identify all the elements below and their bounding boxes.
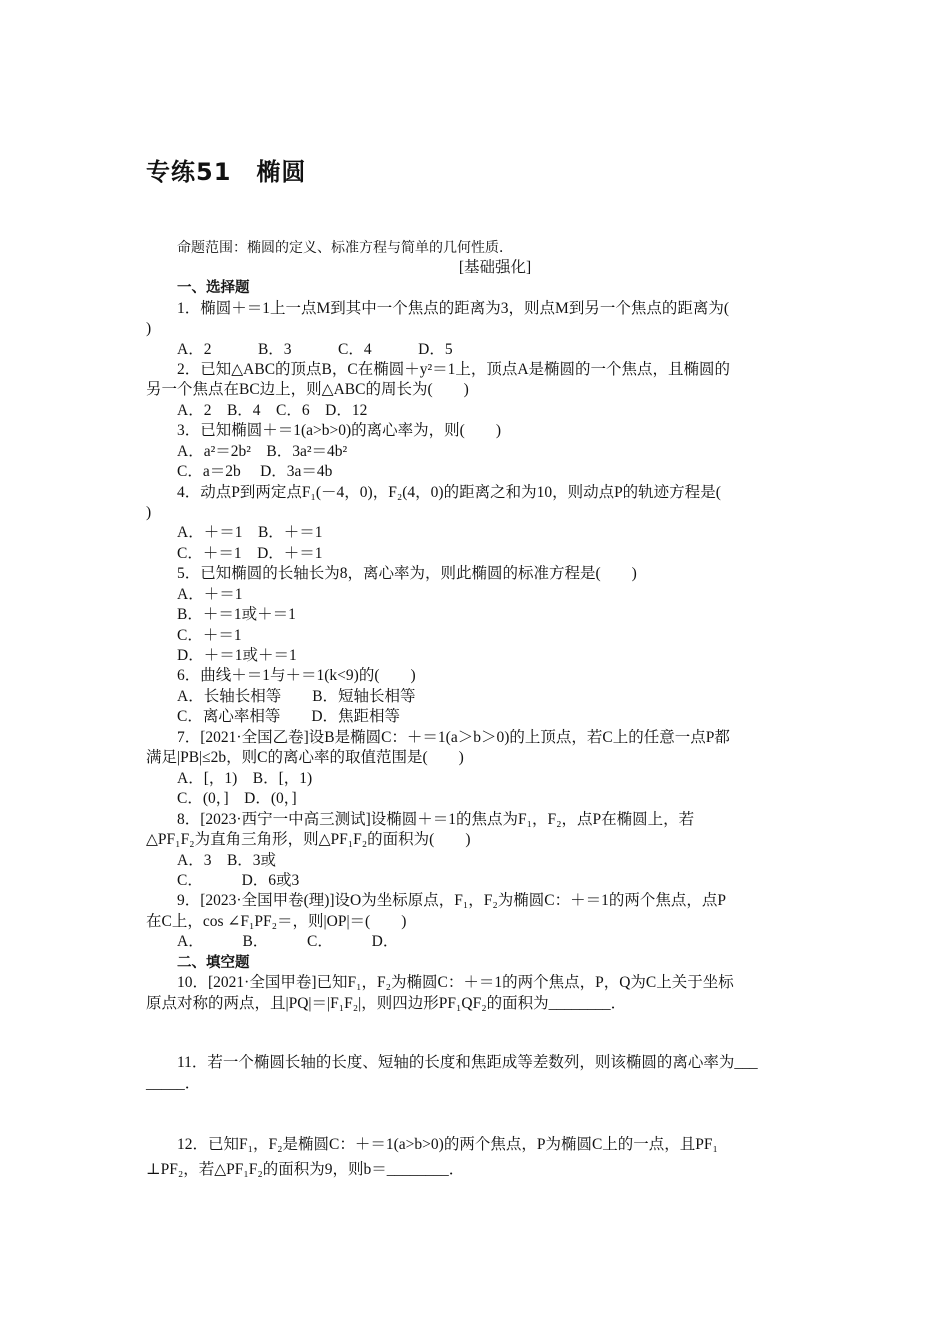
- option-line: B．＋＝1或＋＝1: [177, 606, 296, 623]
- question-line: ⊥PF₂，若△PF₁F₂的面积为9，则b＝________．: [146, 1161, 465, 1178]
- question-line: 11．若一个椭圆长轴的长度、短轴的长度和焦距成等差数列，则该椭圆的离心率为___: [177, 1054, 758, 1071]
- question-line: 另一个焦点在BC边上，则△ABC的周长为( ): [146, 381, 469, 398]
- question-line: 1．椭圆＋＝1上一点M到其中一个焦点的距离为3，则点M到另一个焦点的距离为(: [177, 300, 729, 317]
- question-line: 在C上，cos ∠F₁PF₂＝，则|OP|＝( ): [146, 913, 407, 930]
- option-line: A．a²＝2b² B．3a²＝4b²: [177, 443, 348, 460]
- option-line: A．＋＝1: [177, 586, 243, 603]
- question-line: 10．[2021·全国甲卷]已知F₁，F₂为椭圆C：＋＝1的两个焦点，P，Q为C上关于坐标: [177, 974, 734, 991]
- subtitle: [基础强化]: [458, 259, 532, 276]
- option-line: C．＋＝1: [177, 627, 242, 644]
- question-line: 3．已知椭圆＋＝1(a>b>0)的离心率为，则( ): [177, 422, 502, 439]
- option-line: D．＋＝1或＋＝1: [177, 647, 297, 664]
- option-line: C．离心率相等 D．焦距相等: [177, 708, 401, 725]
- question-line: 4．动点P到两定点F₁(－4，0)，F₂(4，0)的距离之和为10，则动点P的轨迹方程是(: [177, 484, 721, 501]
- question-line: 6．曲线＋＝1与＋＝1(k<9)的( ): [177, 667, 416, 684]
- question-line: △PF₁F₂为直角三角形，则△PF₁F₂的面积为( ): [146, 831, 471, 848]
- question-line: 2．已知△ABC的顶点B，C在椭圆＋y²＝1上，顶点A是椭圆的一个焦点，且椭圆的: [177, 361, 731, 378]
- option-line: A．＋＝1 B．＋＝1: [177, 524, 323, 541]
- question-line: 原点对称的两点，且|PQ|＝|F₁F₂|，则四边形PF₁QF₂的面积为________．: [146, 995, 627, 1012]
- option-line: C．(0，] D．(0，]: [177, 790, 297, 807]
- question-line: 7．[2021·全国乙卷]设B是椭圆C：＋＝1(a＞b＞0)的上顶点，若C上的任意一点P都: [177, 729, 730, 746]
- option-line: A．[，1) B．[，1): [177, 770, 313, 787]
- scope-line: 命题范围：椭圆的定义、标准方程与简单的几何性质．: [177, 240, 513, 256]
- question-line: 满足|PB|≤2b，则C的离心率的取值范围是( ): [146, 749, 464, 766]
- page-title: 专练51 椭圆: [146, 158, 307, 186]
- section-heading-fill: 二、填空题: [177, 955, 250, 971]
- question-line: ): [146, 320, 152, 337]
- option-line: A．2 B．3 C．4 D．5: [177, 341, 453, 358]
- question-line: 9．[2023·全国甲卷(理)]设O为坐标原点，F₁，F₂为椭圆C：＋＝1的两个焦点，点P: [177, 892, 727, 909]
- section-heading-choice: 一、选择题: [177, 280, 250, 296]
- question-line: 8．[2023·西宁一中高三测试]设椭圆＋＝1的焦点为F₁，F₂，点P在椭圆上，若: [177, 811, 695, 828]
- option-line: A．长轴长相等 B．短轴长相等: [177, 688, 416, 705]
- question-line: ): [146, 504, 152, 521]
- question-line: _____．: [146, 1075, 201, 1092]
- option-line: A．2 B．4 C．6 D．12: [177, 402, 368, 419]
- option-line: C．＋＝1 D．＋＝1: [177, 545, 323, 562]
- option-line: C． D．6或3: [177, 872, 300, 889]
- question-line: 12．已知F₁，F₂是椭圆C：＋＝1(a>b>0)的两个焦点，P为椭圆C上的一点，且PF₁: [177, 1136, 718, 1153]
- question-line: 5．已知椭圆的长轴长为8，离心率为，则此椭圆的标准方程是( ): [177, 565, 637, 582]
- option-line: A．3 B．3或: [177, 852, 277, 869]
- option-line: C．a＝2b D．3a＝4b: [177, 463, 333, 480]
- option-line: A． B． C． D．: [177, 933, 399, 950]
